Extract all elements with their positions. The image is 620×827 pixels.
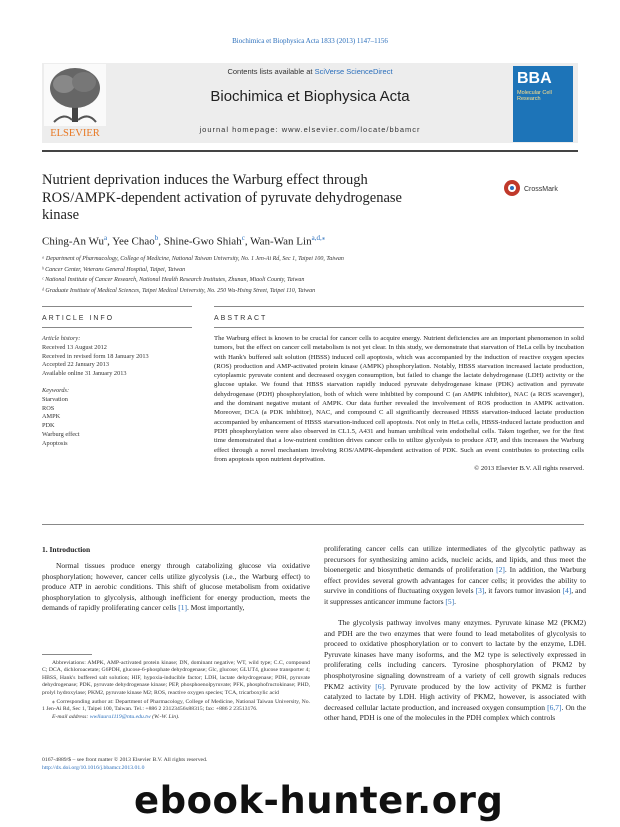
elsevier-logo — [44, 64, 106, 140]
paragraph-text: . — [454, 596, 457, 606]
citation-link[interactable]: [5] — [445, 596, 455, 606]
history-item: Accepted 22 January 2013 — [42, 361, 109, 369]
journal-cover — [513, 66, 573, 142]
issn-line: 0167-4889/$ – see front matter © 2013 Elsevier B.V. All rights reserved. — [42, 757, 208, 763]
keyword: Warburg effect — [42, 430, 80, 438]
watermark: ebook-hunter.org — [134, 779, 504, 822]
history-item: Received in revised form 18 January 2013 — [42, 352, 149, 360]
email-link[interactable]: wwllaura1119@ntu.edu.tw — [89, 713, 151, 720]
author-affiliation-marker[interactable]: b — [154, 234, 159, 242]
keyword: PDK — [42, 422, 55, 430]
header-rule — [42, 150, 578, 152]
abstract — [214, 334, 584, 473]
author-affiliation-marker[interactable]: a — [104, 234, 108, 242]
paragraph-text: Normal tissues produce energy through catabolizing glucose via oxidative phosphorylation; however, cancer cells utilize glycolysis (i.e., the Warburg effect) to produce ATP in aerobic conditions. This shift of glucose metabolism from oxidative phosphorylation to glycolysis, although inefficient for energy production, meets the demands of rapidly proliferating cancer cells — [42, 561, 310, 613]
divider — [214, 306, 584, 307]
article-title: Nutrient deprivation induces the Warburg effect through ROS/AMPK-dependent activation of pyruvate dehydrogenase kinase — [42, 172, 402, 223]
footnotes — [42, 660, 310, 721]
history-item: Available online 31 January 2013 — [42, 370, 127, 378]
paragraph-text: . On the other hand, PDH is one of the molecules in the PDH complex which controls — [324, 702, 586, 723]
footnote-rule — [42, 654, 92, 655]
affiliation: ᵇ Cancer Center, Veterans General Hospital, Taipei, Taiwan — [42, 266, 186, 273]
intro-left-paragraph — [42, 561, 310, 614]
author[interactable]: Shine-Gwo Shiah — [163, 235, 242, 248]
crossmark-label: CrossMark — [524, 186, 558, 193]
keyword: AMPK — [42, 413, 61, 421]
affiliations — [42, 254, 344, 296]
copyright: © 2013 Elsevier B.V. All rights reserved. — [474, 465, 584, 473]
issn-block — [42, 757, 312, 772]
cover-title: BBA — [517, 70, 552, 87]
citation-link[interactable]: [3] — [475, 586, 485, 596]
abstract-text: The Warburg effect is known to be crucial for cancer cells to acquire energy. Nutrient deficiencies are an important phenomenon in solid tumors, but the effect on cancer cell metabolism is not yet clear. In this study, we demonstrate that starvation of HeLa cells by incubation with Hank's buffered salt solution (HBSS) induced cell apoptosis, which was accompanied by the induction of reactive oxygen species (ROS) production and AMP-activated protein kinase (AMPK) phosphorylation. Notably, HBSS starvation increased lactate production, cytoplasmic pyruvate content and decreased oxygen consumption, but failed to change the lactate dehydrogenase (LDH) activity or the glucose uptake. We found that HBSS starvation rapidly induced pyruvate dehydrogenase kinase (PDK) activation and pyruvate dehydrogenase (PDH) phosphorylation, both of which were inhibited by compound C (an AMPK inhibitor), NAC (a ROS scavenger), and the dominant negative mutant of AMPK. Our data further revealed the involvement of ROS production in AMPK activation. Moreover, DCA (a PDK inhibitor), NAC, and compound C all significantly decreased HBSS starvation-induced lactate production accompanied by enhancement of HBSS starvation-induced cell apoptosis. Not only in HeLa cells, HBSS-induced lactate production and PDH phosphorylation were also observed in CL1.5, A431 and human umbilical vein endothelial cells. Taken together, we for the first time demonstrated that a low-nutrient condition drives cancer cells to utilize glycolysis to produce ATP, and this increases the Warburg effect through a novel mechanism involving ROS/AMPK-dependent activation of PDK. Such an event contributes to protecting cells from apoptosis upon nutrient deprivation. — [214, 335, 584, 463]
spacer — [42, 379, 192, 387]
doi-link[interactable]: http://dx.doi.org/10.1016/j.bbamcr.2013.01.0 — [42, 764, 145, 771]
sciencedirect-link[interactable]: SciVerse ScienceDirect — [314, 67, 393, 76]
affiliation: ᶜ National Institute of Cancer Research, National Health Research Institutes, Zhunan, Miaoli County, Taiwan — [42, 277, 305, 283]
author[interactable]: Ching-An Wu — [42, 235, 104, 248]
journal-citation[interactable]: Biochimica et Biophysica Acta 1833 (2013) 1147–1156 — [232, 37, 388, 45]
article-info — [42, 335, 192, 449]
author-affiliation-marker[interactable]: c — [241, 234, 245, 242]
email-footnote — [42, 714, 310, 721]
keyword: ROS — [42, 404, 55, 412]
intro-right-paragraph — [324, 618, 586, 724]
email-label: E-mail address: — [52, 713, 90, 720]
citation-link[interactable]: [6,7] — [547, 702, 562, 712]
contents-prefix: Contents lists available at — [227, 67, 315, 76]
history-label: Article history: — [42, 335, 81, 342]
divider — [42, 306, 192, 307]
paragraph-text: . Most importantly, — [186, 603, 245, 613]
crossmark-badge[interactable] — [503, 178, 583, 198]
paragraph-text: , and it suppresses anticancer immune factors — [324, 586, 586, 606]
keyword: Starvation — [42, 395, 68, 403]
cover-subtitle: Molecular Cell Research — [517, 90, 552, 102]
history-item: Received 13 August 2012 — [42, 343, 107, 351]
section-heading-introduction: 1. Introduction — [42, 545, 91, 554]
citation-link[interactable]: [4] — [562, 586, 572, 596]
author-affiliation-marker[interactable]: a,d,⁎ — [311, 234, 326, 242]
affiliation: ᵈ Graduate Institute of Medical Sciences, Taipei Medical University, No. 250 Wu-Hsing Street, Taipei 110, Taiwan — [42, 287, 316, 294]
journal-name: Biochimica et Biophysica Acta — [210, 88, 410, 105]
citation-link[interactable]: [6] — [375, 681, 384, 691]
journal-homepage[interactable]: journal homepage: www.elsevier.com/locate/bbamcr — [199, 125, 421, 134]
affiliation: ᵃ Department of Pharmacology, College of Medicine, National Taiwan University, No. 1 Jen-Ai Rd, Sec 1, Taipei 100, Taiwan — [42, 256, 344, 262]
contents-availability — [130, 67, 490, 76]
paragraph-text: . In addition, the Warburg effect provides several growth advantages for cancer cells; it provides the ability to survive in conditions of fluctuating oxygen levels — [324, 565, 586, 596]
divider — [42, 524, 584, 525]
author[interactable]: Wan-Wan Lin — [250, 235, 312, 248]
elsevier-wordmark: ELSEVIER — [50, 128, 100, 139]
author-list: Ching-An Wu$^a$, Yee Chao$^b$, Shine-Gwo Shiah$^c$, Wan-Wan Lin$^{a,d,⁎}$ — [42, 234, 326, 248]
author[interactable]: Yee Chao — [112, 235, 155, 248]
keywords-label: Keywords: — [42, 386, 70, 394]
divider — [214, 327, 584, 328]
intro-right-paragraph — [324, 544, 586, 608]
divider — [42, 327, 192, 328]
paragraph-text: , it favors tumor invasion — [484, 586, 563, 596]
paragraph-text: proliferating cancer cells can utilize intermediates of the glycolytic pathway as precursors for synthesizing amino acids, nucleic acids, and lipids, and thus meet the bioenergetic and biosynthetic demands of proliferation — [324, 544, 586, 575]
corresponding-author-footnote: ⁎ Corresponding author at: Department of Pharmacology, College of Medicine, National Taiwan University, No. 1 Jen-Ai Rd, Sec 1, Taipei 100, Taiwan. Tel.: +886 2 23123456x88315; fax: +886 2 23513176. — [42, 699, 310, 713]
article-info-heading: ARTICLE INFO — [42, 315, 115, 322]
citation-link[interactable]: [1] — [178, 603, 187, 613]
paragraph-text: The glycolysis pathway involves many enzymes. Pyruvate kinase M2 (PKM2) and PDH are the two enzymes that were found to lead metabolites of glycolysis to proceed to oxidative phosphorylation or to convert to lactate by the enzyme, LDH. Pyruvate kinases have many isoforms, and the M2 type is selectively expressed in proliferating cells including cancers. Tyrosine phosphorylation of PKM2 by phosphotyrosine signaling downstream of a variety of cell growth signals reduces PKM2 activity — [324, 618, 586, 691]
email-suffix: (W.-W. Lin). — [150, 713, 180, 720]
paragraph-text: . Pyruvate produced by the low activity of PKM2 is further catalyzed to lactate by LDH. High activity of PKM2, however, is associated with decreased cellular lactate production, and increased oxygen consumption — [324, 681, 587, 712]
keyword: Apoptosis — [42, 439, 68, 447]
abbreviations-footnote: Abbreviations: AMPK, AMP-activated protein kinase; DN, dominant negative; WT, wild type; C.C, compound C; DCA, dichloroacetate; G6PDH, glucose-6-phosphate dehydrogenase; Glc, glucose; GLUT4, glucose transporter 4; HBSS, Hank's buffered salt solution; HIF, hypoxia-inducible factor; LDH, lactate dehydrogenase; PDH, pyruvate dehydrogenase; PDK, pyruvate dehydrogenase kinase; PEP, phosphoenolpyruvate; PFK, phosphofructokinase; PHD, prolyl hydroxylase; PKM2, pyruvate kinase M2; ROS, reactive oxygen species; TCA, tricarboxylic acid — [42, 660, 310, 696]
abstract-heading: ABSTRACT — [214, 315, 268, 322]
citation-link[interactable]: [2] — [496, 565, 505, 575]
